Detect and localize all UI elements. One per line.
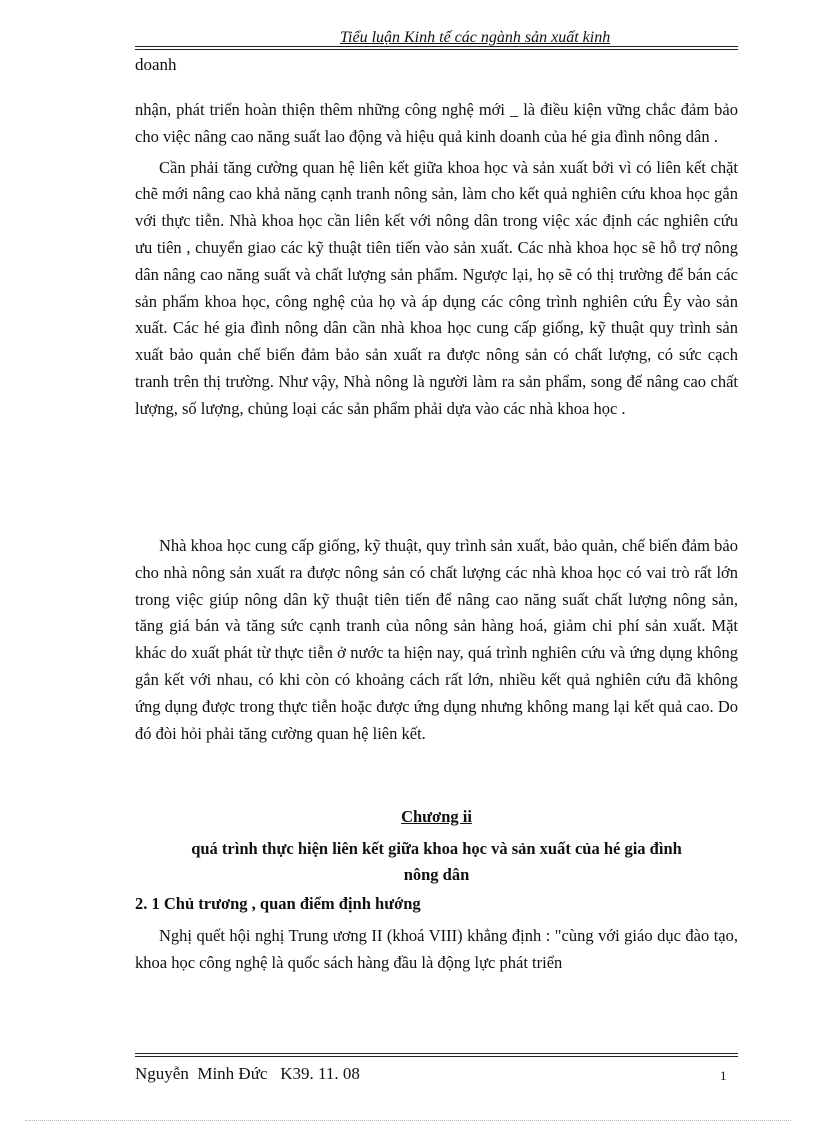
- paragraph-1: nhận, phát triển hoàn thiện thêm những công nghệ mới _ là điều kiện vững chắc đảm bảo cho việc nâng cao năng suất lao động và hiệu quả kinh doanh của hé gia đình nông dân .: [135, 100, 738, 146]
- header-rule-top: [135, 46, 738, 47]
- page-number: 1: [720, 1068, 727, 1083]
- body-text-bottom: [135, 923, 738, 977]
- body-text-middle: [135, 533, 738, 747]
- chapter-label: Chương ii: [401, 807, 472, 826]
- header-rule-bottom: [135, 49, 738, 50]
- body-text-top: [135, 97, 738, 423]
- footer-author: Nguyễn Minh Đức K39. 11. 08: [135, 1064, 360, 1083]
- chapter-title-line-1: quá trình thực hiện liên kết giữa khoa học và sản xuất của hé gia đình: [191, 839, 682, 858]
- section-heading: 2. 1 Chủ trương , quan điểm định hướng: [135, 894, 421, 913]
- paragraph-2: Cần phải tăng cường quan hệ liên kết giữa khoa học và sản xuất bởi vì có liên kết chặt chẽ mới nâng cao khả năng cạnh tranh nông sản, làm cho kết quả nghiên cứu khoa học gắn với thực tiễn. Nhà khoa học cần liên kết với nông dân trong việc xác định các nghiên cứu ưu tiên , chuyển giao các kỹ thuật tiên tiến vào sản xuất. Các nhà khoa học sẽ hỗ trợ nông dân nâng cao năng suất và chất lượng sản phẩm. Ngược lại, họ sẽ có thị trường để bán các sản phẩm khoa học, công nghệ của họ và áp dụng các công trình nghiên cứu Êy vào sản xuất. Các hé gia đình nông dân cần nhà khoa học cung cấp giống, kỹ thuật quy trình sản xuất bảo quản chế biến đảm bảo sản xuất ra được nông sản có chất lượng, có sức cạch tranh trên thị trường. Như vậy, Nhà nông là người làm ra sản phẩm, song để nâng cao chất lượng, số lượng, chủng loại các sản phẩm phải dựa vào các nhà khoa học .: [135, 157, 738, 418]
- paragraph-4: Nghị quết hội nghị Trung ương II (khoá VIII) khẳng định : "cùng với giáo dục đào tạo, khoa học công nghệ là quốc sách hàng đầu là động lực phát triển: [135, 926, 738, 972]
- footer-rule-top: [135, 1053, 738, 1054]
- running-header-continuation: doanh: [135, 55, 177, 74]
- chapter-title-line-2: nông dân: [403, 865, 470, 884]
- page-bottom-border: [25, 1120, 791, 1121]
- running-header-title: Tiểu luận Kinh tế các ngành sản xuất kinh: [340, 29, 611, 46]
- paragraph-3: Nhà khoa học cung cấp giống, kỹ thuật, quy trình sản xuất, bảo quản, chế biến đảm bảo cho nhà nông sản xuất ra được nông sản có chất lượng các nhà khoa học có vai trò rất lớn trong việc giúp nông dân kỹ thuật tiên tiến để nâng cao năng suất chất lượng nông sản, tăng giá bán và tăng sức cạnh tranh của nông sản hàng hoá, giảm chi phí sản xuất. Mặt khác do xuất phát từ thực tiễn ở nước ta hiện nay, quá trình nghiên cứu và ứng dụng không gắn kết với nhau, có khi còn có khoảng cách rất lớn, nhiều kết quả nghiên cứu đã không ứng dụng được trong thực tiễn hoặc được ứng dụng nhưng không mang lại kết quả cao. Do đó đòi hỏi phải tăng cường quan hệ liên kết.: [135, 536, 738, 743]
- footer-rule-bottom: [135, 1056, 738, 1057]
